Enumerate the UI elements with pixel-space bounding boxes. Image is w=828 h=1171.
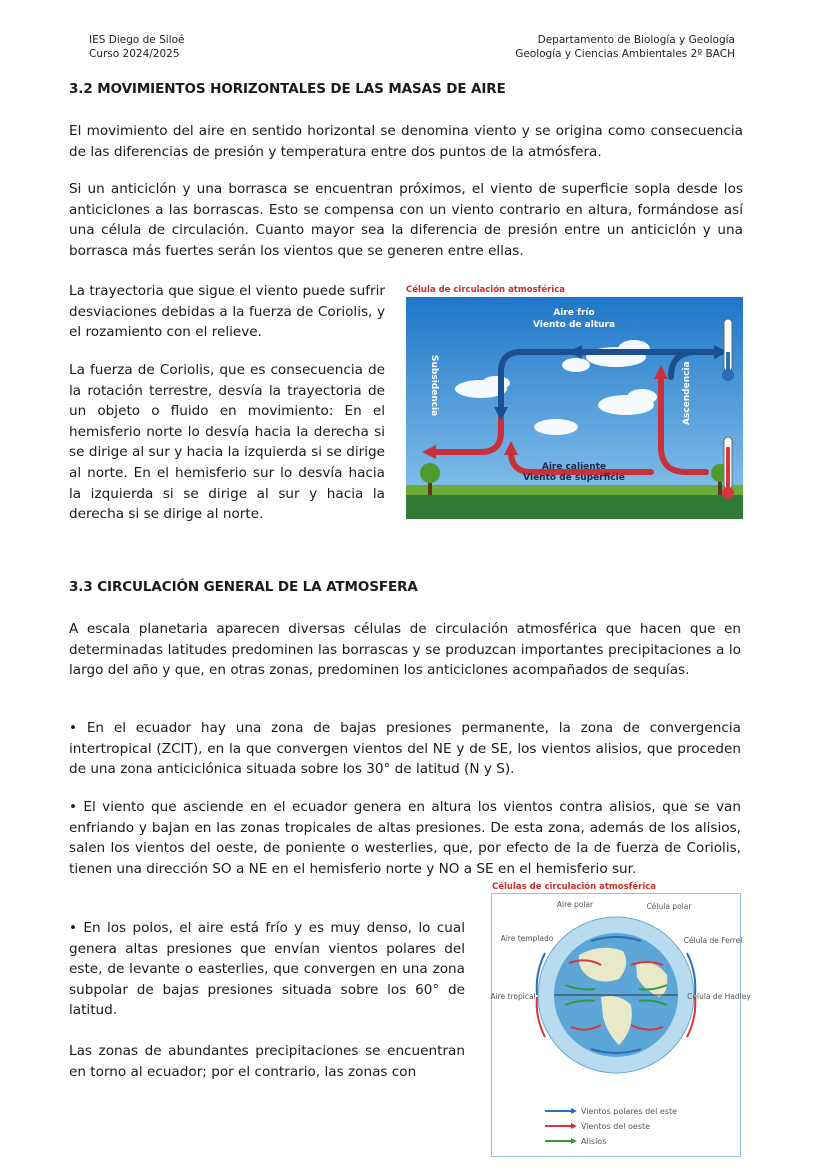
ground [406, 493, 743, 519]
section-33-bullet-3: • En los polos, el aire está frío y es muy denso, lo cual genera altas presiones que envían vientos polares del este, de levante o easterlies, que convergen en una zona subpolar de bajas presiones situada sobre los 60° de latitud. [69, 920, 465, 1019]
section-33-bullet-1: • En el ecuador hay una zona de bajas presiones permanente, la zona de convergencia intertropical (ZCIT), en la que convergen vientos del NE y de SE, los vientos alisios, que proceden de una zona anticiclónica situada sobre los 30° de latitud (N y S). [69, 720, 741, 778]
figure-2-title: Células de circulación atmosférica [492, 882, 657, 892]
section-33-title: 3.3 CIRCULACIÓN GENERAL DE LA ATMOSFERA [69, 579, 418, 595]
figure-1-title: Célula de circulación atmosférica [406, 285, 565, 295]
polar-cell-label: Célula polar [646, 902, 692, 911]
section-32-paragraph-4: La fuerza de Coriolis, que es consecuencia de la rotación terrestre, desvía la trayectoria de un objeto o fluido en movimiento: En el hemisferio norte lo desvía hacia la derecha si se dirige al sur y hacia la izquierda si se dirige al norte. En el hemisferio sur lo desvía hacia la izquierda si se dirige al sur y hacia la derecha si se dirige al norte. [69, 362, 385, 523]
school-name: IES Diego de Siloé [89, 34, 185, 46]
page-header-left [89, 33, 184, 61]
tropical-air-label: Aire tropical [490, 992, 536, 1001]
figure-1-circulation-cell [406, 297, 743, 519]
school-year: Curso 2024/2025 [89, 48, 180, 60]
cold-air-label: Aire frío [553, 308, 595, 318]
hadley-cell-label: Célula de Hadley [687, 992, 751, 1001]
page-header-right [515, 33, 735, 61]
bullet-2-text: • El viento que asciende en el ecuador genera en altura los vientos contra alisios, que se van enfriando y bajan en las zonas tropicales de altas presiones. De esta zona, además de los alisios, salen los vientos del oeste, de poniente o westerlies, que, por efecto de la de fuerza de Coriolis, tienen una dirección SO a NE en el hemisferio norte y NO a SE en el hemisferio sur. [69, 799, 741, 877]
warm-air-label: Aire caliente [541, 462, 607, 472]
upper-wind-label: Viento de altura [532, 320, 616, 330]
surface-wind-label: Viento de superficie [523, 473, 625, 483]
section-32-paragraph-2: Si un anticiclón y una borrasca se encuentran próximos, el viento de superficie sopla desde los anticiclones a las borrascas. Esto se compensa con un viento contrario en altura, formándose así una célula de circulación. Cuanto mayor sea la diferencia de presión entre un anticiclón y una borrasca más fuertes serán los vientos que se generen entre ellas. [69, 181, 743, 259]
subsidence-label: Subsidencia [429, 355, 439, 417]
section-32-paragraph-1: El movimiento del aire en sentido horizontal se denomina viento y se origina como consecuencia de las diferencias de presión y temperatura entre dos puntos de la atmósfera. [69, 123, 743, 160]
polar-air-label: Aire polar [556, 900, 594, 909]
figure-2-global-cells [490, 893, 751, 1157]
department-name: Departamento de Biología y Geología [537, 34, 735, 46]
ferrel-cell-label: Célula de Ferrel [683, 936, 743, 945]
subject-name: Geología y Ciencias Ambientales 2º BACH [515, 48, 735, 60]
section-33-last-paragraph: Las zonas de abundantes precipitaciones se encuentran en torno al ecuador; por el contrario, las zonas con [69, 1043, 465, 1080]
legend-label: Alisios [581, 1137, 607, 1146]
legend-label: Vientos polares del este [581, 1107, 678, 1116]
section-32-title: 3.2 MOVIMIENTOS HORIZONTALES DE LAS MASAS DE AIRE [69, 81, 506, 97]
legend-label: Vientos del oeste [581, 1122, 651, 1131]
section-33-paragraph-1: A escala planetaria aparecen diversas células de circulación atmosférica que hacen que en determinadas latitudes predominen las borrascas y se produzcan importantes precipitaciones a lo largo del año y que, en otras zonas, predominen los anticiclones acompañados de sequías. [69, 621, 741, 679]
section-32-paragraph-3: La trayectoria que sigue el viento puede sufrir desviaciones debidas a la fuerza de Coriolis, y el rozamiento con el relieve. [69, 283, 385, 341]
ascent-label: Ascendencia [682, 361, 692, 425]
temperate-air-label: Aire templado [500, 934, 554, 943]
